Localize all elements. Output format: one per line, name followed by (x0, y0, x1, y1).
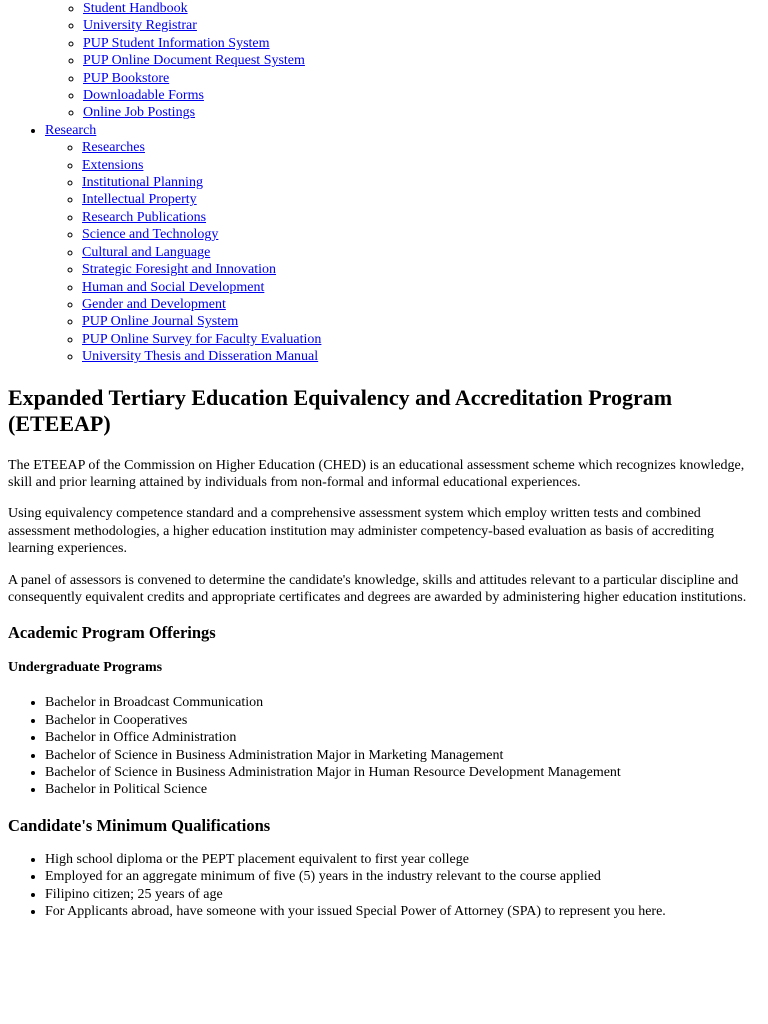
link-human-social-development[interactable]: Human and Social Development (82, 279, 265, 295)
list-item (83, 87, 760, 104)
list-item: • High school diploma or the PEPT placement equivalent to first year college (45, 851, 760, 868)
link-online-job-postings[interactable]: Online Job Postings (83, 105, 196, 121)
link-researches[interactable]: Researches (82, 140, 145, 156)
list-item: • Bachelor in Broadcast Communication (45, 694, 760, 711)
list-item (45, 122, 760, 366)
research-links-list (45, 139, 760, 365)
list-item (82, 348, 760, 365)
link-online-journal-system[interactable]: PUP Online Journal System (82, 314, 239, 330)
list-item (82, 313, 760, 330)
link-strategic-foresight[interactable]: Strategic Foresight and Innovation (82, 262, 277, 278)
link-bookstore[interactable]: PUP Bookstore (83, 70, 170, 86)
research-nav (8, 122, 760, 366)
list-item (82, 244, 760, 261)
list-item: • Bachelor of Science in Business Administration Major in Human Resource Development Management (45, 764, 760, 781)
list-item (82, 331, 760, 348)
list-item (82, 279, 760, 296)
programs-list (8, 694, 760, 798)
list-item (83, 35, 760, 52)
link-intellectual-property[interactable]: Intellectual Property (82, 192, 197, 208)
link-institutional-planning[interactable]: Institutional Planning (82, 175, 203, 191)
list-item (82, 191, 760, 208)
intro-paragraph: The ETEEAP of the Commission on Higher Education (CHED) is an educational assessment scheme which recognizes knowledge, skill and prior learning attained by individuals from non-formal and informal educational experiences. (8, 457, 745, 490)
offerings-heading: Academic Program Offerings (8, 623, 216, 643)
list-item: • Employed for an aggregate minimum of five (5) years in the industry relevant to the course applied (45, 868, 760, 885)
list-item (83, 0, 760, 17)
list-item (82, 296, 760, 313)
list-item (82, 226, 760, 243)
list-item: • Bachelor in Cooperatives (45, 712, 760, 729)
page-title: Expanded Tertiary Education Equivalency and Accreditation Program (ETEEAP) (8, 384, 673, 436)
link-cultural-and-language[interactable]: Cultural and Language (82, 244, 211, 260)
link-document-request-system[interactable]: PUP Online Document Request System (83, 53, 305, 69)
list-item (82, 174, 760, 191)
qualifications-list (8, 851, 760, 921)
list-item (83, 52, 760, 69)
list-item (83, 70, 760, 87)
list-item (82, 261, 760, 278)
list-item: • Filipino citizen; 25 years of age (45, 886, 760, 903)
link-university-registrar[interactable]: University Registrar (83, 18, 197, 34)
link-downloadable-forms[interactable]: Downloadable Forms (83, 88, 204, 104)
list-item: • For Applicants abroad, have someone with your issued Special Power of Attorney (SPA) to represent you here. (45, 903, 760, 920)
assessment-paragraph: Using equivalency competence standard and a comprehensive assessment system which employ written tests and combined assessment methodologies, a higher education institution may administer competency-based evaluation as basis of accrediting learning experiences. (8, 506, 715, 557)
list-item (82, 139, 760, 156)
link-student-handbook[interactable]: Student Handbook (83, 1, 188, 16)
list-item: • Bachelor of Science in Business Administration Major in Marketing Management (45, 747, 760, 764)
panel-paragraph: A panel of assessors is convened to determine the candidate's knowledge, skills and attitudes relevant to a particular discipline and consequently equivalent credits and appropriate certificates and degrees are awarded by administering higher education institutions. (8, 572, 747, 605)
link-research[interactable]: Research (45, 122, 97, 138)
link-student-information-system[interactable]: PUP Student Information System (83, 35, 270, 51)
list-item (82, 209, 760, 226)
link-research-publications[interactable]: Research Publications (82, 209, 207, 225)
list-item: • Bachelor in Political Science (45, 781, 760, 798)
link-gender-and-development[interactable]: Gender and Development (82, 296, 226, 312)
student-links-list (8, 0, 760, 122)
list-item (83, 104, 760, 121)
qualifications-heading: Candidate's Minimum Qualifications (8, 815, 271, 835)
list-item (83, 17, 760, 34)
list-item: • Bachelor in Office Administration (45, 729, 760, 746)
link-science-and-technology[interactable]: Science and Technology (82, 227, 219, 243)
link-faculty-evaluation-survey[interactable]: PUP Online Survey for Faculty Evaluation (82, 331, 322, 347)
undergrad-heading: Undergraduate Programs (8, 660, 163, 676)
list-item (82, 157, 760, 174)
link-thesis-manual[interactable]: University Thesis and Disseration Manual (82, 349, 319, 365)
link-extensions[interactable]: Extensions (82, 157, 144, 173)
